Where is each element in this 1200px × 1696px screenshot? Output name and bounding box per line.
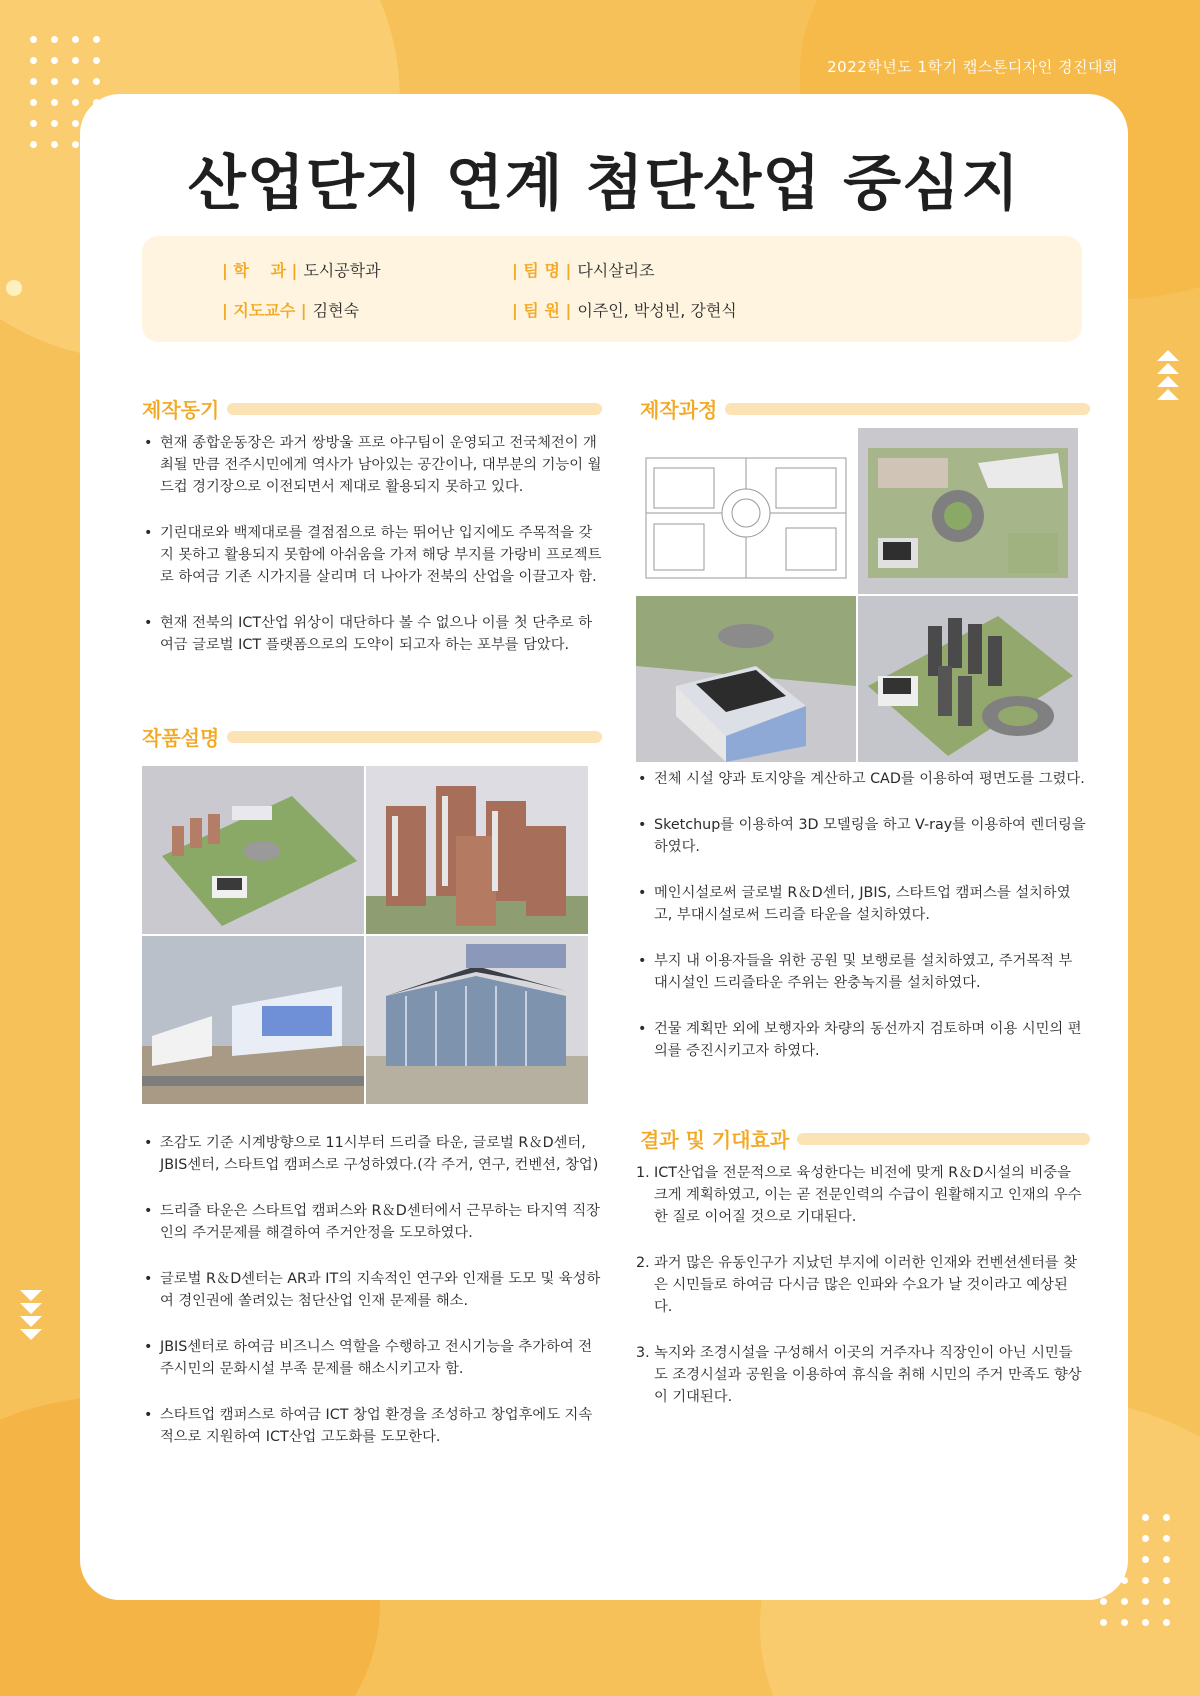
- info-team-name: [512, 258, 655, 281]
- render-site-plan: [858, 428, 1078, 594]
- item-number: 2.: [636, 1255, 650, 1271]
- item-text: ICT산업을 전문적으로 육성한다는 비전에 맞게 R＆D시설의 비중을 크게 계획하였고, 이는 곧 전문인력의 수급이 원활해지고 인재의 우수한 질로 이어질 것으로 기대된다.: [654, 1165, 1082, 1225]
- info-key: | 지도교수 |: [222, 301, 307, 320]
- list-item: • 글로벌 R＆D센터는 AR과 IT의 지속적인 연구와 인재를 도모 및 육성하여 경인권에 쏠려있는 첨단산업 인재 문제를 해소.: [142, 1268, 602, 1312]
- section-title: 작품설명: [142, 726, 220, 750]
- list-item: • 현재 종합운동장은 과거 쌍방울 프로 야구팀이 운영되고 전국체전이 개최될 만큼 전주시민에게 역사가 남아있는 공간이나, 대부분의 기능이 월드컵 경기장으로 이전되면서 제대로 활용되지 못하고 있다.: [142, 432, 602, 498]
- list-item: • 건물 계획만 외에 보행자와 차량의 동선까지 검토하며 이용 시민의 편의를 증진시키고자 하였다.: [636, 1018, 1086, 1062]
- section-header-results: [640, 1124, 1090, 1153]
- info-key: | 팀 명 |: [512, 261, 572, 280]
- list-item: • 전체 시설 양과 토지양을 계산하고 CAD를 이용하여 평면도를 그렸다.: [636, 768, 1086, 790]
- item-text: 과거 많은 유동인구가 지났던 부지에 이러한 인재와 컨벤션센터를 찾은 시민들로 하여금 다시금 많은 인파와 수요가 날 것이라고 예상된다.: [654, 1255, 1078, 1315]
- render-drizzle-town: [858, 596, 1078, 762]
- render-cad-plan: [636, 428, 856, 594]
- section-header-description: [142, 722, 602, 751]
- render-aerial-view: [142, 766, 364, 934]
- decorative-dot: [6, 280, 22, 296]
- info-value: 도시공학과: [303, 261, 381, 280]
- item-number: 3.: [636, 1345, 650, 1361]
- list-item: [636, 1252, 1086, 1318]
- contest-name: 2022학년도 1학기 캡스톤디자인 경진대회: [827, 58, 1118, 76]
- section-divider: [227, 731, 602, 743]
- list-item: • JBIS센터로 하여금 비즈니스 역할을 수행하고 전시기능을 추가하여 전주시민의 문화시설 부족 문제를 해소시키고자 함.: [142, 1336, 602, 1380]
- section-divider: [725, 403, 1090, 415]
- list-item: [636, 1162, 1086, 1228]
- team-info-panel: [142, 236, 1082, 342]
- section-header-process: [640, 394, 1090, 423]
- item-number: 1.: [636, 1165, 650, 1181]
- item-text: 녹지와 조경시설을 구성해서 이곳의 거주자나 직장인이 아닌 시민들도 조경시설과 공원을 이용하여 휴식을 취해 시민의 주거 만족도 향상이 기대된다.: [654, 1345, 1082, 1405]
- list-item: • 현재 전북의 ICT산업 위상이 대단하다 볼 수 없으나 이를 첫 단추로 하여금 글로벌 ICT 플랫폼으로의 도약이 되고자 하는 포부를 담았다.: [142, 612, 602, 656]
- render-jbis-center: [366, 936, 588, 1104]
- list-item: • 스타트업 캠퍼스로 하여금 ICT 창업 환경을 조성하고 창업후에도 지속적으로 지원하여 ICT산업 고도화를 도모한다.: [142, 1404, 602, 1448]
- list-item: • 부지 내 이용자들을 위한 공원 및 보행로를 설치하였고, 주거목적 부대시설인 드리즐타운 주위는 완충녹지를 설치하였다.: [636, 950, 1086, 994]
- list-item: • 기린대로와 백제대로를 결점점으로 하는 뛰어난 입지에도 주목적을 갖지 못하고 활용되지 못함에 아쉬움을 가져 해당 부지를 가랑비 프로젝트로 하여금 기존 시가지를 살리며 더 나아가 전북의 산업을 이끌고자 함.: [142, 522, 602, 588]
- render-rnd-closeup: [636, 596, 856, 762]
- results-list: [636, 1162, 1086, 1432]
- section-title: 제작동기: [142, 398, 220, 422]
- section-title: 결과 및 기대효과: [640, 1128, 790, 1152]
- info-key: | 학 과 |: [222, 261, 298, 280]
- process-list: [636, 768, 1086, 1086]
- info-value: 다시살리조: [577, 261, 655, 280]
- list-item: • 조감도 기준 시계방향으로 11시부터 드리즐 타운, 글로벌 R＆D센터, JBIS센터, 스타트업 캠퍼스로 구성하였다.(각 주거, 연구, 컨벤션, 창업): [142, 1132, 602, 1176]
- render-residential-towers: [366, 766, 588, 934]
- motivation-list: [142, 432, 602, 680]
- info-department: [222, 258, 381, 281]
- poster-card: [80, 94, 1128, 1600]
- list-item: • Sketchup를 이용하여 3D 모델링을 하고 V-ray를 이용하여 렌더링을 하였다.: [636, 814, 1086, 858]
- info-key: | 팀 원 |: [512, 301, 572, 320]
- section-divider: [227, 403, 602, 415]
- render-rnd-center: [142, 936, 364, 1104]
- section-title: 제작과정: [640, 398, 718, 422]
- info-members: [512, 298, 737, 321]
- list-item: • 드리즐 타운은 스타트업 캠퍼스와 R＆D센터에서 근무하는 타지역 직장인의 주거문제를 해결하여 주거안정을 도모하였다.: [142, 1200, 602, 1244]
- triangle-up-icon: [1157, 350, 1179, 400]
- info-professor: [222, 298, 359, 321]
- section-header-motivation: [142, 394, 602, 423]
- triangle-down-icon: [20, 1290, 42, 1340]
- info-value: 이주인, 박성빈, 강현식: [577, 301, 737, 320]
- section-divider: [797, 1133, 1090, 1145]
- list-item: • 메인시설로써 글로벌 R＆D센터, JBIS, 스타트업 캠퍼스를 설치하였고, 부대시설로써 드리즐 타운을 설치하였다.: [636, 882, 1086, 926]
- info-value: 김현숙: [312, 301, 360, 320]
- list-item: [636, 1342, 1086, 1408]
- poster-title: 산업단지 연계 첨단산업 중심지: [187, 149, 1021, 219]
- description-list: [142, 1132, 602, 1472]
